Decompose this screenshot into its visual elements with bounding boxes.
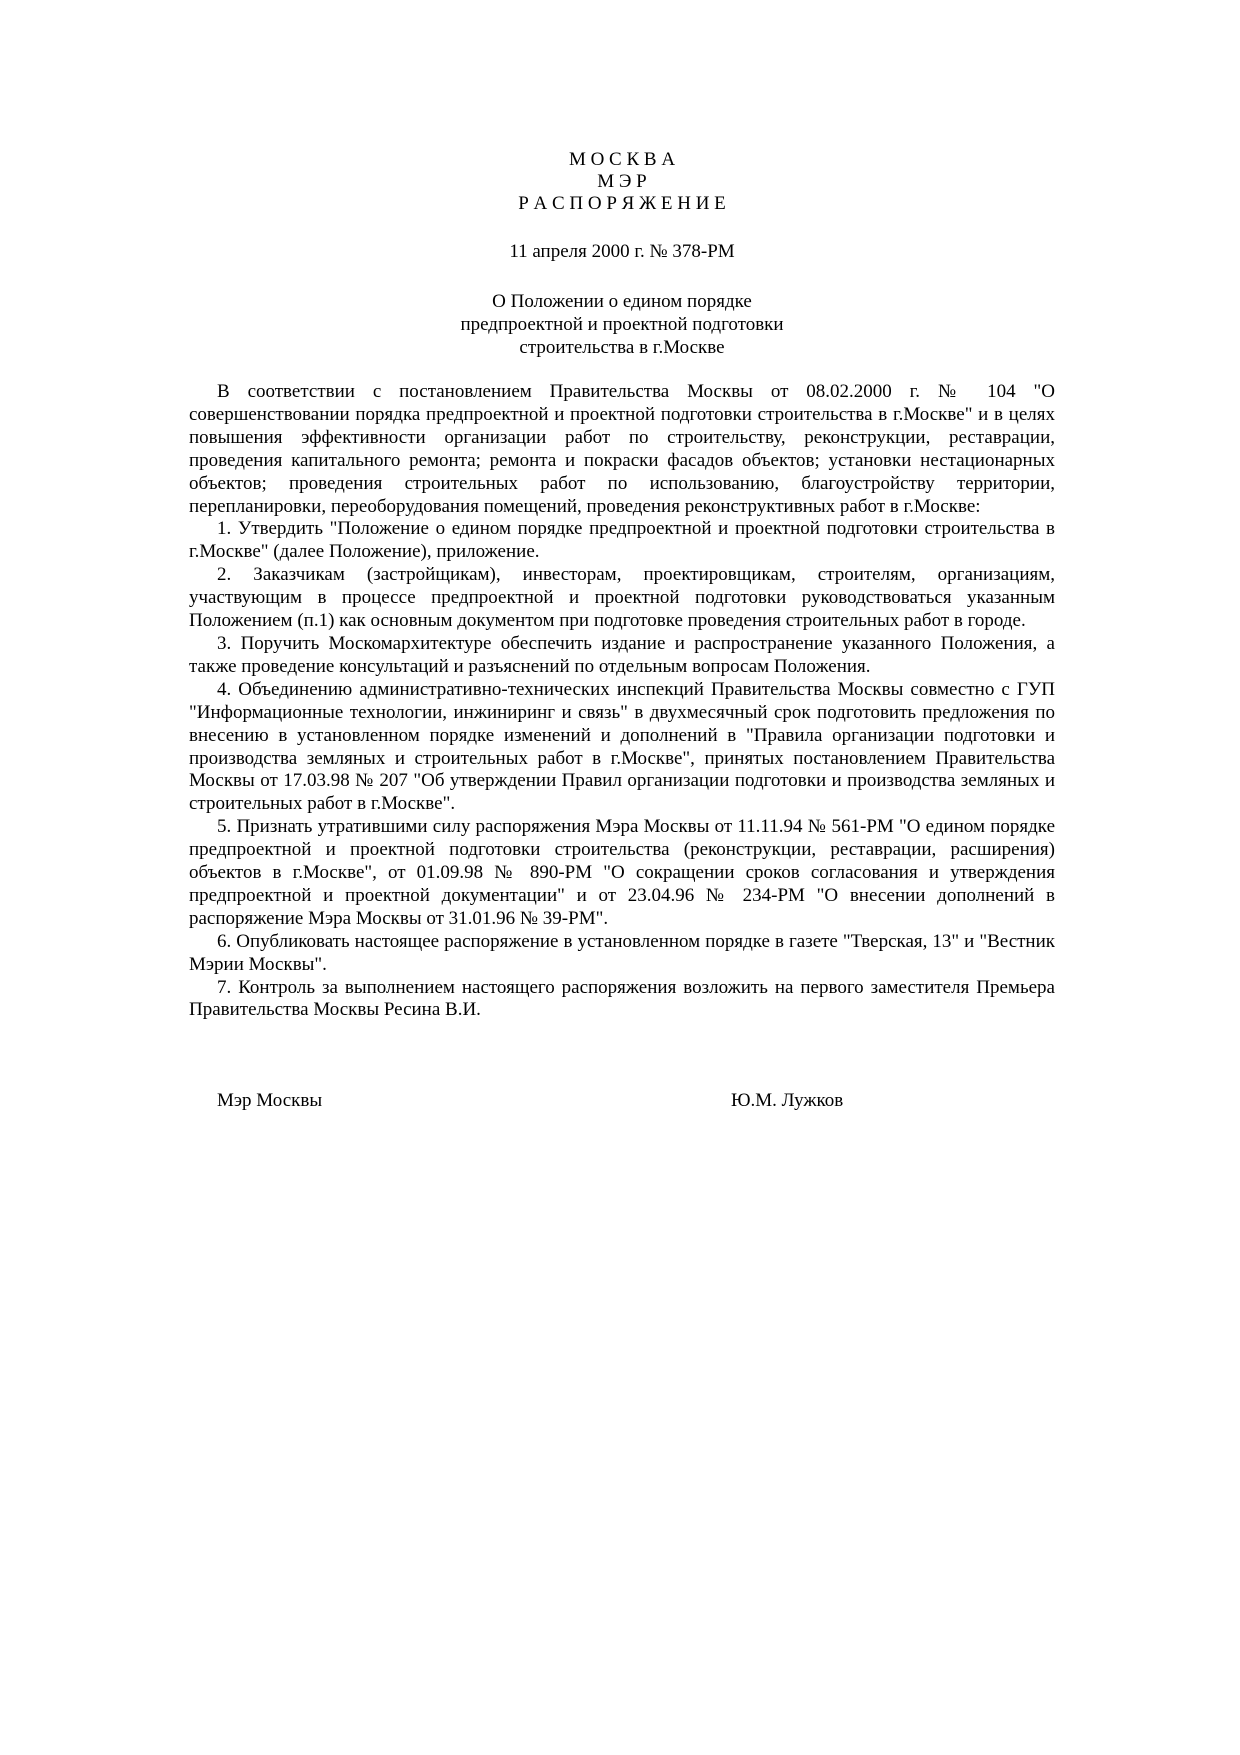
title-line-1: О Положении о едином порядке [492, 291, 752, 312]
clause-6: 6. Опубликовать настоящее распоряжение в установленном порядке в газете "Тверская, 13" и "Вестник Мэрии Москвы". [189, 930, 1055, 975]
document-body [189, 381, 1055, 1022]
clause-5: 5. Признать утратившими силу распоряжения Мэра Москвы от 11.11.94 № 561-РМ "О едином порядке предпроектной и проектной подготовки строительства (реконструкции, реставрации, расширения) объектов в г.Москве", от 01.09.98 № 890-РМ "О сокращении сроков согласования и утверждения предпроектной и проектной документации" и от 23.04.96 № 234-РМ "О внесении дополнений в распоряжение Мэра Москвы от 31.01.96 № 39-РМ". [189, 816, 1055, 929]
title-line-2: предпроектной и проектной подготовки [460, 314, 784, 335]
preamble-paragraph: В соответствии с постановлением Правительства Москвы от 08.02.2000 г. № 104 "О совершенствовании порядка предпроектной и проектной подготовки строительства в г.Москве" и в целях повышения эффективности организации работ по строительству, реконструкции, реставрации, проведения капитального ремонта; ремонта и покраски фасадов объектов; установки нестационарных объектов; проведения строительных работ по использованию, благоустройству территории, перепланировки, переоборудования помещений, проведения реконструктивных работ в г.Москве: [189, 381, 1055, 517]
header-doc-type: Р А С П О Р Я Ж Е Н И Е [518, 193, 726, 214]
clause-3: 3. Поручить Москомархитектуре обеспечить издание и распространение указанного Положения, а также проведение консультаций и разъяснений по отдельным вопросам Положения. [189, 632, 1055, 677]
clause-4: 4. Объединению административно-технических инспекций Правительства Москвы совместно с ГУП "Информационные технологии, инжиниринг и связь" в двухмесячный срок подготовить предложения по внесению в установленном порядке изменений и дополнений в "Правила организации подготовки и производства земляных и строительных работ в г.Москве", принятых постановлением Правительства Москвы от 17.03.98 № 207 "Об утверждении Правил организации подготовки и производства земляных и строительных работ в г.Москве". [189, 678, 1055, 815]
document-header [189, 149, 1055, 215]
clause-7: 7. Контроль за выполнением настоящего распоряжения возложить на первого заместителя Премьера Правительства Москвы Ресина В.И. [189, 976, 1055, 1021]
header-city: М О С К В А [568, 149, 676, 170]
signatory-name: Ю.М. Лужков [731, 1090, 844, 1111]
clause-1: 1. Утвердить "Положение о едином порядке предпроектной и проектной подготовки строительства в г.Москве" (далее Положение), приложение. [189, 518, 1055, 563]
document-title [189, 290, 1055, 359]
signatory-role: Мэр Москвы [217, 1090, 323, 1111]
document-date-number: 11 апреля 2000 г. № 378-РМ [509, 241, 735, 262]
header-office: М Э Р [597, 171, 647, 192]
title-line-3: строительства в г.Москве [519, 337, 725, 358]
clause-2: 2. Заказчикам (застройщикам), инвесторам, проектировщикам, строителям, организациям, участвующим в процессе предпроектной и проектной подготовки руководствоваться указанным Положением (п.1) как основным документом при подготовке проведения строительных работ в городе. [189, 564, 1055, 632]
